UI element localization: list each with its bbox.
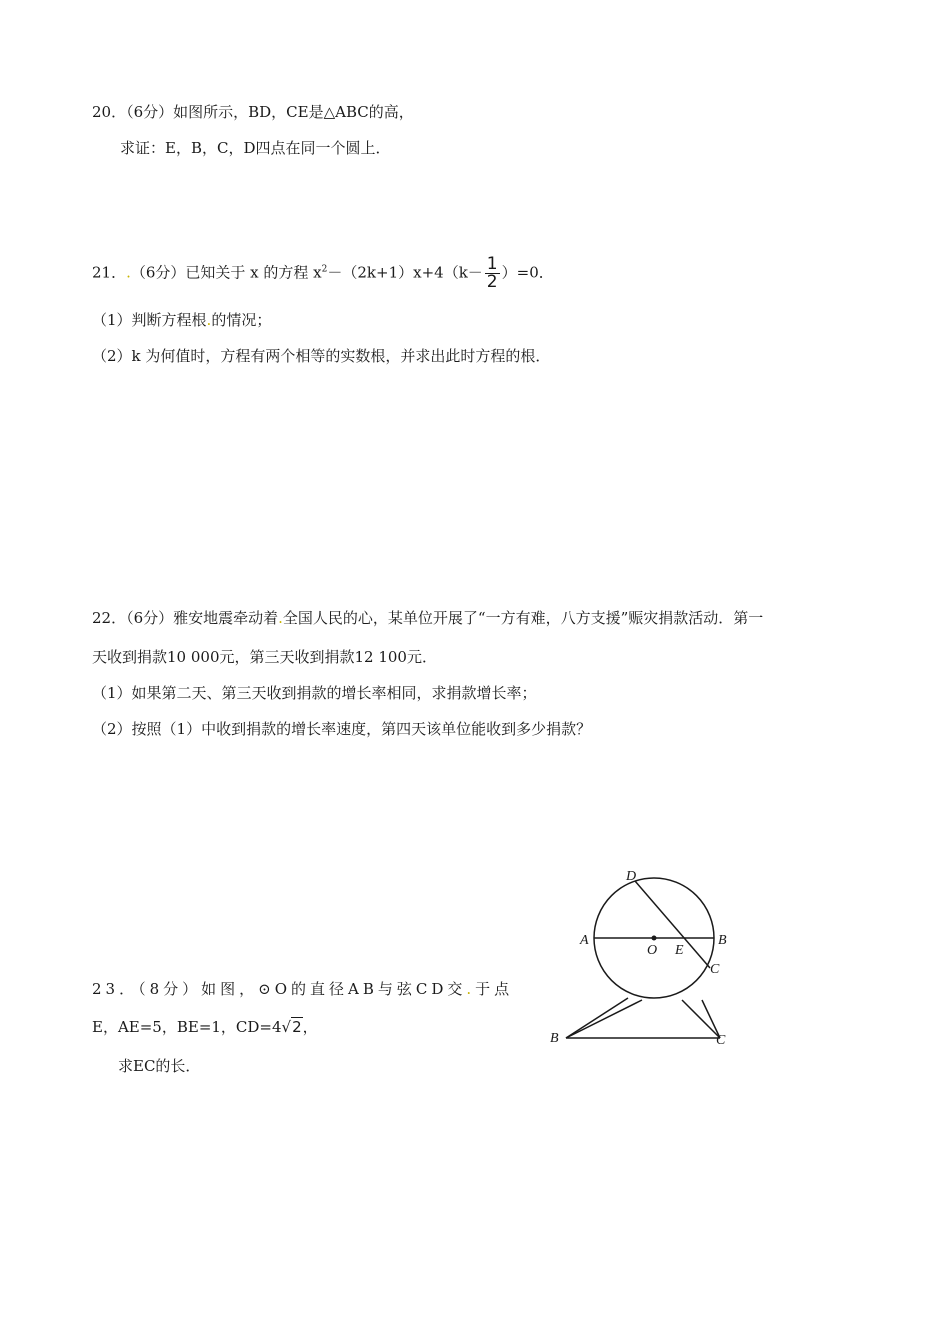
q23-line1-b: 于点 [475,980,514,998]
label-b2: B [550,1031,559,1046]
q20-line2: 求证：E，B，C，D四点在同一个圆上． [120,139,391,157]
q20-line1: 20．（6分）如图所示，BD，CE是△ABC的高， [92,103,414,121]
q23-sqrt: √2 [281,1018,302,1036]
label-b: B [718,933,727,948]
q22-line1-b: 全国人民的心，某单位开展了“一方有难，八方支援”赈灾捐款活动．第一 [282,609,764,627]
q22-part1: （1）如果第二天、第三天收到捐款的增长率相同，求捐款增长率； [92,684,537,702]
q21-stem-b: －（2k+1）x+4（k－ [327,263,483,282]
q22-line1 [92,608,763,628]
q23-line1-mark: . [466,980,476,998]
q21-stem [92,256,554,291]
q21-part1-a: （1）判断方程根 [92,311,207,329]
label-d: D [626,869,637,884]
q21-frac-num: 1 [486,254,498,274]
segment-c-left [682,1000,720,1038]
label-a: A [580,933,589,948]
q23-line1-a: 23．（8分）如图，⊙O的直径AB与弦CD交 [92,980,467,998]
geometry-figure [542,860,742,1060]
q21-part1-b: 的情况； [211,311,272,329]
label-e: E [675,943,684,958]
label-o: O [647,943,658,958]
q21-stem-a: （6分）已知关于 x 的方程 x [130,263,322,282]
q21-frac-den: 2 [486,272,498,292]
q23-line3: 求EC的长． [118,1057,201,1075]
q23-line2-a: E，AE=5，BE=1，CD=4 [92,1018,282,1036]
q21-part1-mark: . [206,311,212,329]
label-c: C [710,962,720,977]
q22-line2: 天收到捐款10 000元，第三天收到捐款12 100元． [92,648,437,666]
q21-sup: 2 [321,264,328,275]
q23-line2-b: ， [302,1018,318,1036]
q21-stem-c: ）=0． [501,263,554,282]
label-c2: C [716,1033,726,1048]
q21-part1 [92,310,271,330]
segment-b-left [566,998,628,1038]
q22-part2: （2）按照（1）中收到捐款的增长率速度，第四天该单位能收到多少捐款？ [92,720,592,738]
center-point [652,936,657,941]
q22-line1-mark: . [278,609,283,627]
q21-part2: （2）k 为何值时，方程有两个相等的实数根，并求出此时方程的根． [92,347,551,365]
q23-line1 [92,979,513,999]
q21-fraction [485,256,500,291]
q22-line1-a: 22．（6分）雅安地震牵动着 [92,609,279,627]
q23-sqrt-value: 2 [292,1018,302,1036]
segment-b-upper [566,1000,642,1038]
q21-mark: . [126,263,131,282]
q23-line2 [92,1017,318,1037]
q21-number: 21． [92,263,127,282]
